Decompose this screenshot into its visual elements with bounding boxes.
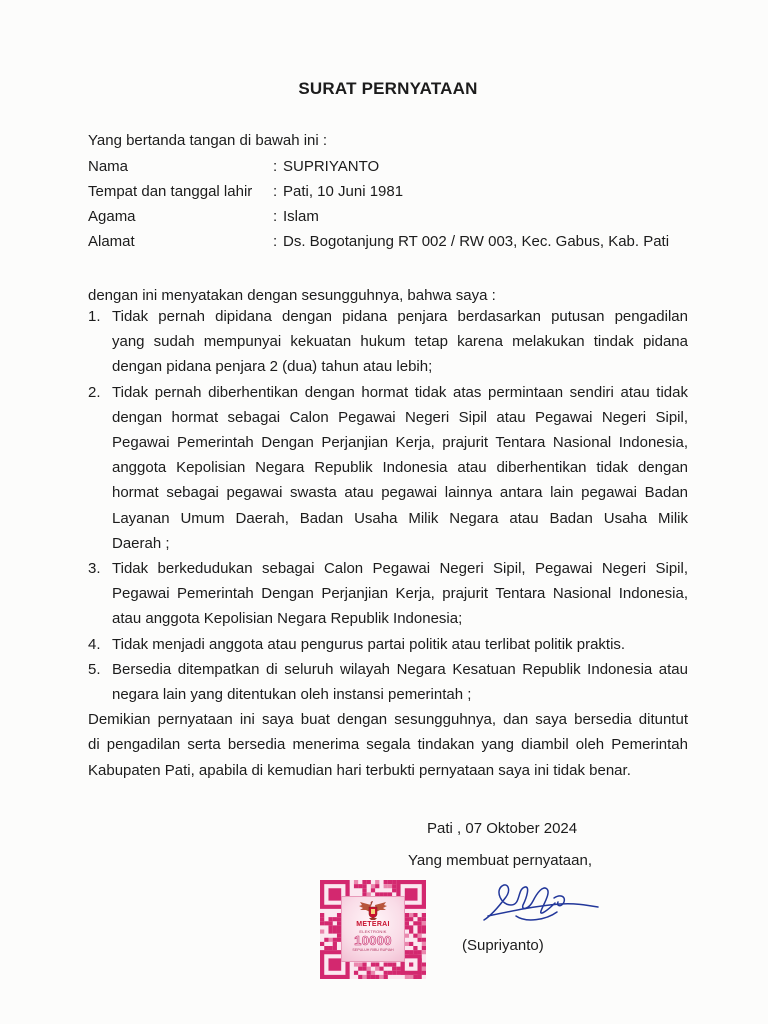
point-text-line: Tidak pernah diberhentikan dengan hormat tidak atas permintaan sendiri atau tidak bbox=[112, 383, 688, 401]
statement-body bbox=[88, 304, 688, 783]
point-text-line: Tidak menjadi anggota atau pengurus partai politik atau terlibat politik praktis. bbox=[112, 635, 626, 653]
place-date: Pati , 07 Oktober 2024 bbox=[427, 820, 578, 837]
point-text bbox=[112, 657, 688, 707]
field-row-alamat bbox=[88, 229, 708, 254]
field-separator: : bbox=[273, 233, 278, 250]
closing-line: Demikian pernyataan ini saya buat dengan sesungguhnya, dan saya bersedia dituntut bbox=[88, 711, 688, 729]
field-row-agama bbox=[88, 204, 708, 229]
point-number: 1. bbox=[88, 308, 101, 325]
field-value: SUPRIYANTO bbox=[283, 158, 380, 175]
point-text-line: anggota Kepolisian Negara Republik Indonesia atau diberhentikan tidak dengan bbox=[112, 459, 688, 477]
field-label: Agama bbox=[88, 208, 136, 225]
point-number: 5. bbox=[88, 660, 101, 678]
statement-points bbox=[88, 304, 688, 707]
field-label: Alamat bbox=[88, 233, 135, 250]
document-title: SURAT PERNYATAAN bbox=[298, 79, 478, 98]
meterai-stamp bbox=[320, 880, 426, 979]
point-text-line: yang sudah mempunyai kekuatan hukum tetap karena melakukan tindak pidana bbox=[112, 333, 688, 351]
statement-point bbox=[88, 380, 688, 556]
point-text-line: dengan pidana penjara 2 (dua) tahun atau lebih; bbox=[112, 358, 433, 376]
statement-point bbox=[88, 304, 688, 380]
field-separator: : bbox=[273, 183, 278, 200]
statement-point bbox=[88, 657, 688, 707]
field-label: Nama bbox=[88, 158, 129, 175]
point-text bbox=[112, 556, 688, 632]
statement-lead: dengan ini menyatakan dengan sesungguhnya, bahwa saya : bbox=[88, 287, 496, 304]
point-text-line: Pegawai Pemerintah Dengan Perjanjian Kerja, prajurit Tentara Nasional Indonesia, bbox=[112, 585, 688, 603]
field-separator: : bbox=[273, 208, 278, 225]
point-number: 2. bbox=[88, 383, 101, 401]
stamp-center-panel bbox=[341, 896, 405, 962]
statement-point bbox=[88, 556, 688, 632]
point-text bbox=[112, 380, 688, 556]
intro-text: Yang bertanda tangan di bawah ini : bbox=[88, 132, 328, 149]
point-text-line: Layanan Umum Daerah, Badan Usaha Milik Negara atau Badan Usaha Milik bbox=[112, 509, 688, 527]
point-text-line: Pegawai Pemerintah Dengan Perjanjian Kerja, prajurit Tentara Nasional Indonesia, bbox=[112, 434, 688, 452]
point-text-line: negara lain yang ditentukan oleh instansi pemerintah ; bbox=[112, 686, 472, 704]
point-text-line: Bersedia ditempatkan di seluruh wilayah Negara Kesatuan Republik Indonesia atau bbox=[112, 660, 688, 678]
stamp-value: 10000 bbox=[354, 933, 392, 948]
field-value: Islam bbox=[283, 208, 319, 225]
field-value: Pati, 10 Juni 1981 bbox=[283, 183, 404, 200]
field-separator: : bbox=[273, 158, 278, 175]
handwritten-signature bbox=[476, 874, 602, 932]
identity-fields bbox=[88, 154, 708, 254]
signer-role: Yang membuat pernyataan, bbox=[408, 852, 593, 869]
point-text-line: dengan hormat sebagai Calon Pegawai Negeri Sipil atau Pegawai Negeri Sipil, bbox=[112, 408, 688, 426]
signer-name: (Supriyanto) bbox=[462, 937, 544, 954]
point-text bbox=[112, 304, 688, 380]
point-text-line: atau anggota Kepolisian Negara Republik Indonesia; bbox=[112, 610, 463, 628]
point-text-line: hormat sebagai pegawai swasta atau pegawai lainnya antara lain pegawai Badan bbox=[112, 484, 688, 502]
garuda-emblem-icon bbox=[358, 899, 388, 921]
stamp-label: METERAI bbox=[356, 921, 390, 928]
stamp-value-words: SEPULUH RIBU RUPIAH bbox=[352, 948, 394, 952]
statement-point bbox=[88, 632, 688, 657]
field-row-nama bbox=[88, 154, 708, 179]
field-row-birth bbox=[88, 179, 708, 204]
stamp-sublabel: ELEKTRONIK bbox=[359, 929, 387, 934]
closing-line: Kabupaten Pati, apabila di kemudian hari terbukti pernyataan saya ini tidak benar. bbox=[88, 761, 631, 779]
field-label: Tempat dan tanggal lahir bbox=[88, 183, 253, 200]
closing-line: di pengadilan serta bersedia menerima segala tindakan yang diambil oleh Pemerintah bbox=[88, 736, 688, 754]
point-text bbox=[112, 632, 688, 657]
point-number: 3. bbox=[88, 560, 101, 578]
closing-paragraph bbox=[88, 707, 688, 783]
point-number: 4. bbox=[88, 635, 101, 653]
point-text-line: Tidak pernah dipidana dengan pidana penjara berdasarkan putusan pengadilan bbox=[112, 308, 688, 325]
point-text-line: Tidak berkedudukan sebagai Calon Pegawai Negeri Sipil, Pegawai Negeri Sipil, bbox=[112, 560, 688, 578]
field-value: Ds. Bogotanjung RT 002 / RW 003, Kec. Gabus, Kab. Pati bbox=[283, 233, 670, 250]
point-text-line: Daerah ; bbox=[112, 534, 170, 552]
